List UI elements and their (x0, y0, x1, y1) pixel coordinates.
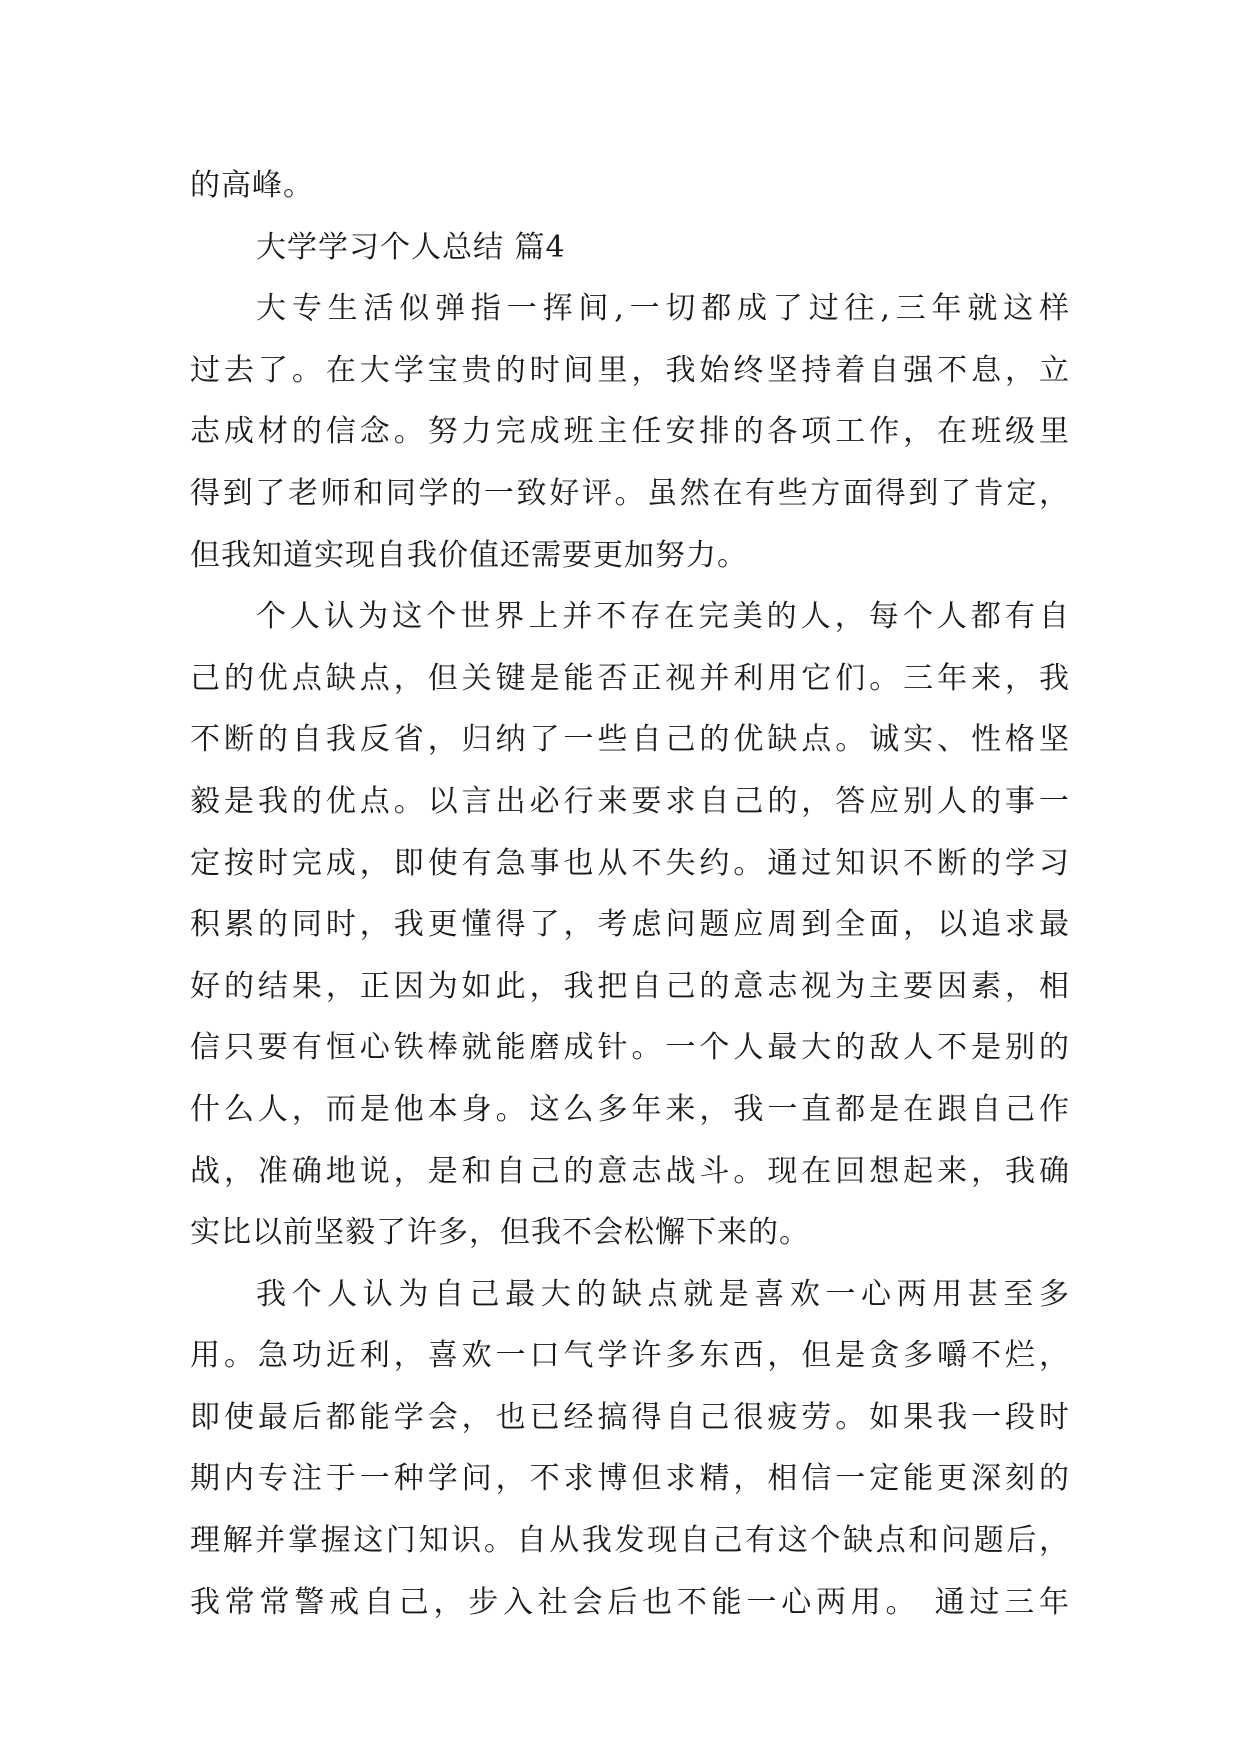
text-line: 理解并掌握这门知识。自从我发现自己有这个缺点和问题后， (190, 1523, 1070, 1559)
text-line: 得到了老师和同学的一致好评。虽然在有些方面得到了肯定， (190, 475, 1070, 511)
text-line: 什么人，而是他本身。这么多年来，我一直都是在跟自己作 (190, 1091, 1070, 1127)
text-line: 信只要有恒心铁棒就能磨成针。一个人最大的敌人不是别的 (190, 1030, 1070, 1066)
section-heading: 大学学习个人总结 篇4 (256, 229, 566, 265)
text-line: 用。急功近利，喜欢一口气学许多东西，但是贪多嚼不烂， (190, 1338, 1070, 1374)
text-line: 即使最后都能学会，也已经搞得自己很疲劳。如果我一段时 (190, 1399, 1070, 1435)
text-line: 过去了。在大学宝贵的时间里，我始终坚持着自强不息，立 (190, 352, 1070, 388)
text-line: 毅是我的优点。以言出必行来要求自己的，答应别人的事一 (190, 783, 1070, 819)
text-line: 我个人认为自己最大的缺点就是喜欢一心两用甚至多 (256, 1276, 1070, 1312)
document-body (190, 155, 1070, 1633)
text-line: 但我知道实现自我价值还需要更加努力。 (190, 537, 748, 573)
text-line: 定按时完成，即使有急事也从不失约。通过知识不断的学习 (190, 845, 1070, 881)
text-line: 期内专注于一种学问，不求博但求精，相信一定能更深刻的 (190, 1461, 1070, 1497)
text-line: 好的结果，正因为如此，我把自己的意志视为主要因素，相 (190, 968, 1070, 1004)
text-line: 实比以前坚毅了许多，但我不会松懈下来的。 (190, 1215, 810, 1251)
text-line: 个人认为这个世界上并不存在完美的人，每个人都有自 (256, 599, 1070, 635)
text-line: 志成材的信念。努力完成班主任安排的各项工作，在班级里 (190, 414, 1070, 450)
text-line: 己的优点缺点，但关键是能否正视并利用它们。三年来，我 (190, 660, 1070, 696)
text-line: 大专生活似弹指一挥间,一切都成了过往,三年就这样 (256, 291, 1070, 327)
text-line: 积累的同时，我更懂得了，考虑问题应周到全面，以追求最 (190, 907, 1070, 943)
text-line: 我常常警戒自己，步入社会后也不能一心两用。 通过三年 (190, 1584, 1070, 1620)
text-line: 不断的自我反省，归纳了一些自己的优缺点。诚实、性格坚 (190, 722, 1070, 758)
text-line: 的高峰。 (190, 168, 314, 203)
text-line: 战，准确地说，是和自己的意志战斗。现在回想起来，我确 (190, 1153, 1070, 1189)
